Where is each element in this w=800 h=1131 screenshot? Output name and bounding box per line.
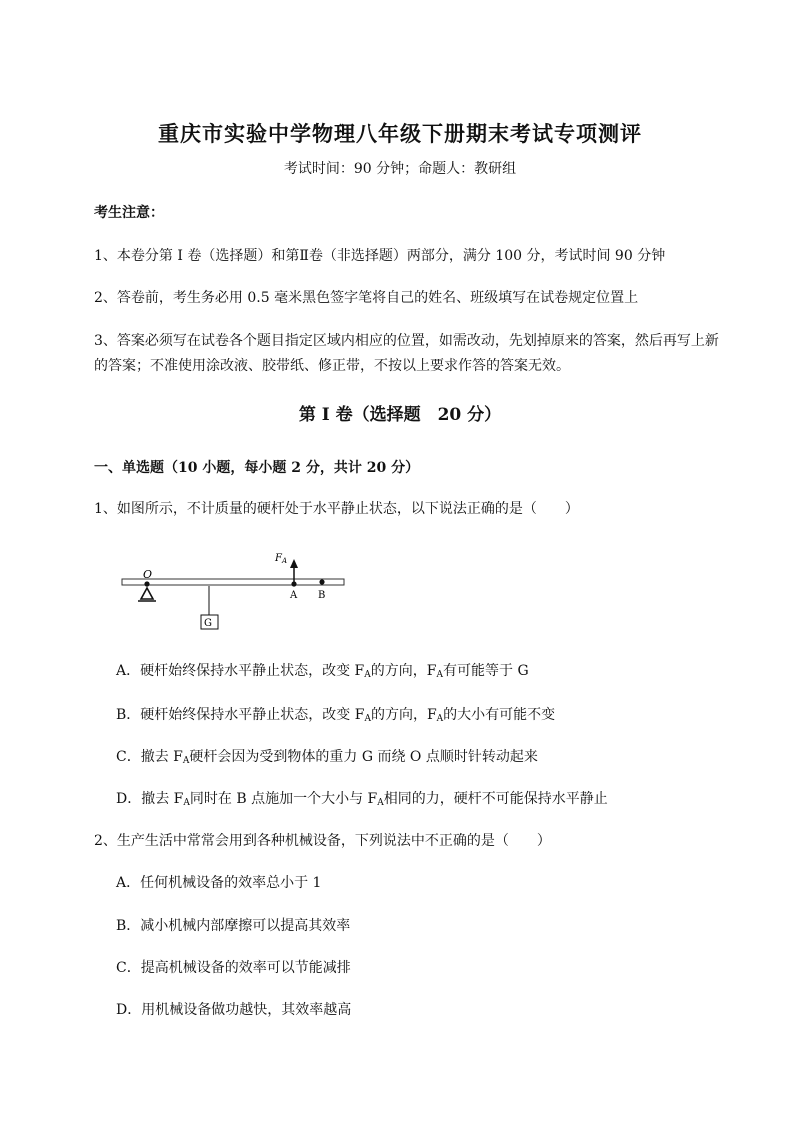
- force-fa-arrowhead: [290, 559, 298, 568]
- question-2-option-b: B．减小机械内部摩擦可以提高其效率: [116, 918, 351, 934]
- question-1-option-a: A．硬杆始终保持水平静止状态，改变 $F_A$的方向，$F_A$有可能等于 G: [116, 663, 529, 680]
- fulcrum-triangle: [141, 588, 153, 599]
- label-b: B: [318, 590, 326, 601]
- label-a: A: [290, 590, 298, 601]
- page-title: 重庆市实验中学物理八年级下册期末考试专项测评: [158, 121, 642, 146]
- question-1-option-c: C．撤去 $F_A$硬杆会因为受到物体的重力 G 而绕 O 点顺时针转动起来: [116, 749, 538, 766]
- notice-item-3-line-1: 3、答案必须写在试卷各个题目指定区域内相应的位置，如需改动，先划掉原来的答案，然后再写上新: [94, 333, 719, 349]
- point-b: [319, 579, 324, 584]
- question-2-option-a: A．任何机械设备的效率总小于 1: [116, 875, 322, 891]
- notice-heading: 考生注意：: [94, 205, 164, 221]
- section-title: 第 I 卷（选择题 20 分）: [298, 405, 502, 425]
- label-g: G: [204, 618, 212, 629]
- notice-item-2: 2、答卷前，考生务必用 0.5 毫米黑色签字笔将自己的姓名、班级填写在试卷规定位置上: [94, 290, 639, 306]
- label-fa: [274, 553, 287, 565]
- question-1-option-b: B．硬杆始终保持水平静止状态，改变 $F_A$的方向，$F_A$的大小有可能不变: [116, 707, 556, 724]
- label-o: O: [143, 568, 153, 581]
- point-a: [291, 581, 296, 586]
- label-f: F: [275, 553, 282, 564]
- exam-info: 考试时间：90 分钟；命题人：教研组: [283, 161, 517, 177]
- pivot-point-o: [144, 581, 149, 586]
- question-2-option-d: D．用机械设备做功越快，其效率越高: [116, 1002, 352, 1018]
- question-2-option-c: C．提高机械设备的效率可以节能减排: [116, 960, 351, 976]
- part-heading: 一、单选题（10 小题，每小题 2 分，共计 20 分）: [94, 460, 420, 476]
- notice-item-3-line-2: 的答案；不准使用涂改液、胶带纸、修正带，不按以上要求作答的答案无效。: [94, 358, 570, 374]
- label-f-sub: A: [281, 557, 288, 565]
- question-2-stem: 2、生产生活中常常会用到各种机械设备，下列说法中不正确的是（ ）: [94, 833, 551, 849]
- question-1-stem: 1、如图所示，不计质量的硬杆处于水平静止状态，以下说法正确的是（ ）: [94, 501, 579, 517]
- notice-item-1: 1、本卷分第 I 卷（选择题）和第Ⅱ卷（非选择题）两部分，满分 100 分，考试时间 90 分钟: [94, 248, 666, 264]
- lever-figure: [118, 544, 350, 632]
- lever-bar: [122, 579, 344, 585]
- question-1-option-d: D．撤去 $F_A$同时在 B 点施加一个大小与 $F_A$相同的力，硬杆不可能保持水平静止: [116, 791, 608, 808]
- lever-diagram: [118, 544, 350, 632]
